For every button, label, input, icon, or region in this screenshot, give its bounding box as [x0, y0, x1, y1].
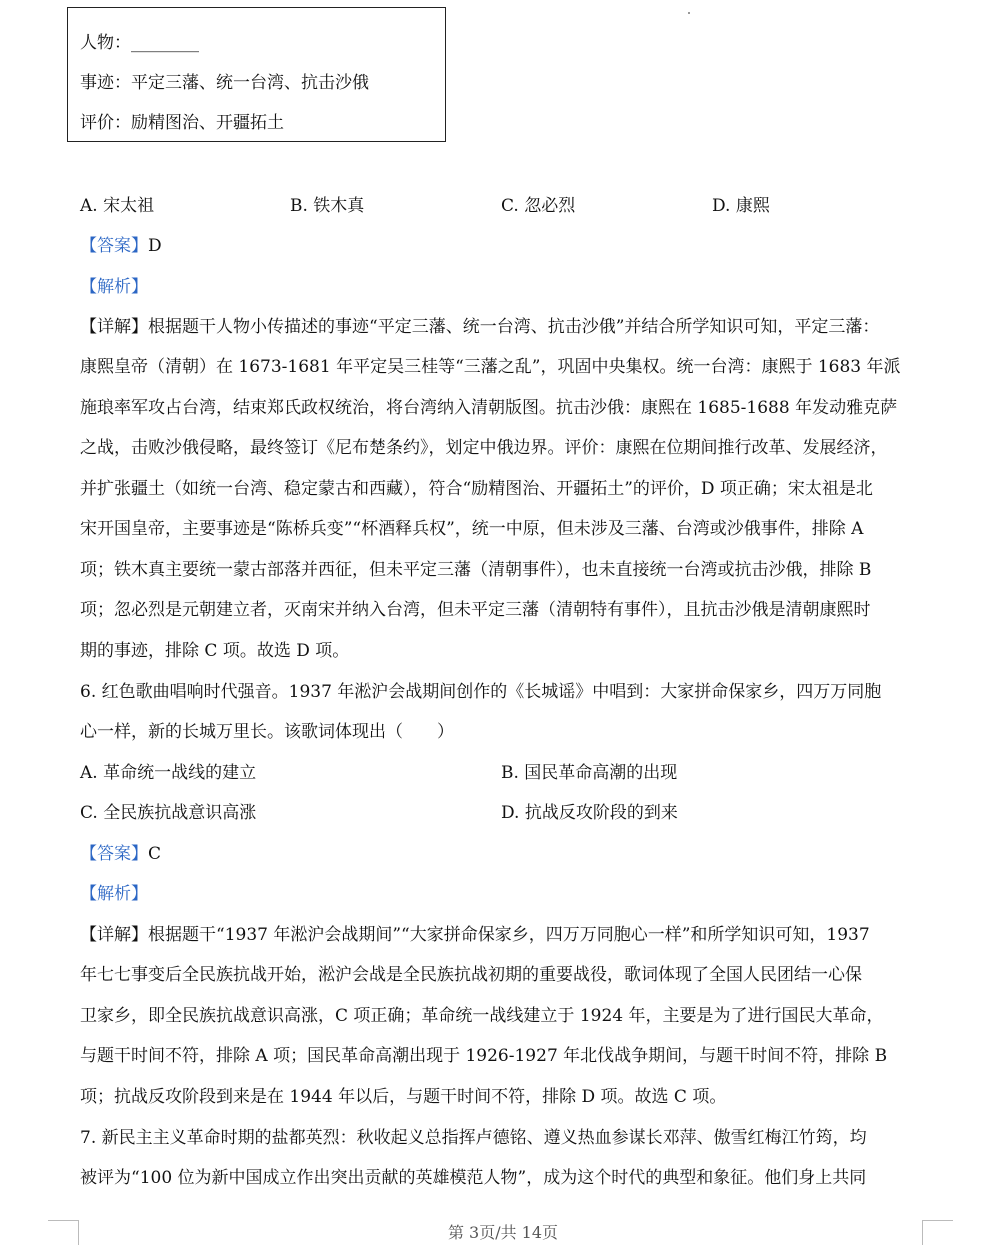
q5-detail-line: 并扩张疆土（如统一台湾、稳定蒙古和西藏），符合“励精图治、开疆拓土”的评价，D 项正确；宋太祖是北: [80, 479, 873, 499]
answer-tag: 【答案】: [80, 236, 148, 256]
q6-option-d: D. 抗战反攻阶段的到来: [501, 803, 678, 823]
deeds-line: 事迹：平定三藩、统一台湾、抗击沙俄: [80, 73, 369, 93]
answer-value: D: [148, 236, 162, 256]
q5-detail-line: 之战，击败沙俄侵略，最终签订《尼布楚条约》，划定中俄边界。评价：康熙在位期间推行改革、发展经济，: [80, 438, 888, 458]
q5-option-a: A. 宋太祖: [80, 196, 155, 216]
q6-option-a: A. 革命统一战线的建立: [80, 763, 257, 783]
q5-detail-line: 宋开国皇帝，主要事迹是“陈桥兵变”“杯酒释兵权”，统一中原，但未涉及三藩、台湾或沙俄事件，排除 A: [80, 519, 864, 539]
q6-analysis-tag: 【解析】: [80, 884, 148, 904]
q5-answer: [80, 236, 923, 256]
q6-detail-line: 【详解】根据题干“1937 年淞沪会战期间”“大家拼命保家乡，四万万同胞心一样”和所学知识可知，1937: [80, 925, 870, 945]
q6-answer: [80, 844, 923, 864]
q5-detail-line: 康熙皇帝（清朝）在 1673-1681 年平定吴三桂等“三藩之乱”，巩固中央集权。统一台湾：康熙于 1683 年派: [80, 357, 901, 377]
q6-detail-line: 与题干时间不符，排除 A 项；国民革命高潮出现于 1926-1927 年北伐战争期间，与题干时间不符，排除 B: [80, 1046, 888, 1066]
evaluation-line: 评价：励精图治、开疆拓土: [80, 113, 284, 133]
q5-detail-line: 项；铁木真主要统一蒙古部落并西征，但未平定三藩（清朝事件），也未直接统一台湾或抗击沙俄，排除 B: [80, 560, 872, 580]
q7-stem-line: 被评为“100 位为新中国成立作出突出贡献的英雄模范人物”，成为这个时代的典型和象征。他们身上共同: [80, 1168, 867, 1188]
q5-analysis-tag: 【解析】: [80, 277, 148, 297]
q6-detail-line: 年七七事变后全民族抗战开始，淞沪会战是全民族抗战初期的重要战役，歌词体现了全国人民团结一心保: [80, 965, 862, 985]
q5-detail-line: 项；忽必烈是元朝建立者，灭南宋并纳入台湾，但未平定三藩（清朝特有事件），且抗击沙俄是清朝康熙时: [80, 600, 871, 620]
q6-detail-line: 项；抗战反攻阶段到来是在 1944 年以后，与题干时间不符，排除 D 项。故选 C 项。: [80, 1087, 727, 1107]
q5-detail-line: 期的事迹，排除 C 项。故选 D 项。: [80, 641, 350, 661]
q7-stem-line: 7. 新民主主义革命时期的盐都英烈：秋收起义总指挥卢德铭、遵义热血参谋长邓萍、傲雪红梅江竹筠，均: [80, 1128, 867, 1148]
person-label: 人物：________: [80, 33, 199, 53]
q5-detail-line: 施琅率军攻占台湾，结束郑氏政权统治，将台湾纳入清朝版图。抗击沙俄：康熙在 1685-1688 年发动雅克萨: [80, 398, 898, 418]
answer-value: C: [148, 844, 162, 864]
q6-option-b: B. 国民革命高潮的出现: [501, 763, 678, 783]
q5-option-b: B. 铁木真: [290, 196, 365, 216]
stray-dot: [688, 12, 690, 14]
q5-option-c: C. 忽必烈: [501, 196, 576, 216]
q5-option-d: D. 康熙: [712, 196, 770, 216]
q5-detail-line: 【详解】根据题干人物小传描述的事迹“平定三藩、统一台湾、抗击沙俄”并结合所学知识可知，平定三藩：: [80, 317, 880, 337]
q6-detail-line: 卫家乡，即全民族抗战意识高涨，C 项正确；革命统一战线建立于 1924 年，主要是为了进行国民大革命，: [80, 1006, 884, 1026]
q6-option-c: C. 全民族抗战意识高涨: [80, 803, 257, 823]
person-info-box: [67, 7, 446, 142]
q6-stem-line: 6. 红色歌曲唱响时代强音。1937 年淞沪会战期间创作的《长城谣》中唱到：大家拼命保家乡，四万万同胞: [80, 682, 882, 702]
q6-stem-line: 心一样，新的长城万里长。该歌词体现出（ ）: [80, 722, 454, 742]
answer-tag: 【答案】: [80, 844, 148, 864]
page-footer: 第 3页/共 14页: [447, 1223, 559, 1242]
